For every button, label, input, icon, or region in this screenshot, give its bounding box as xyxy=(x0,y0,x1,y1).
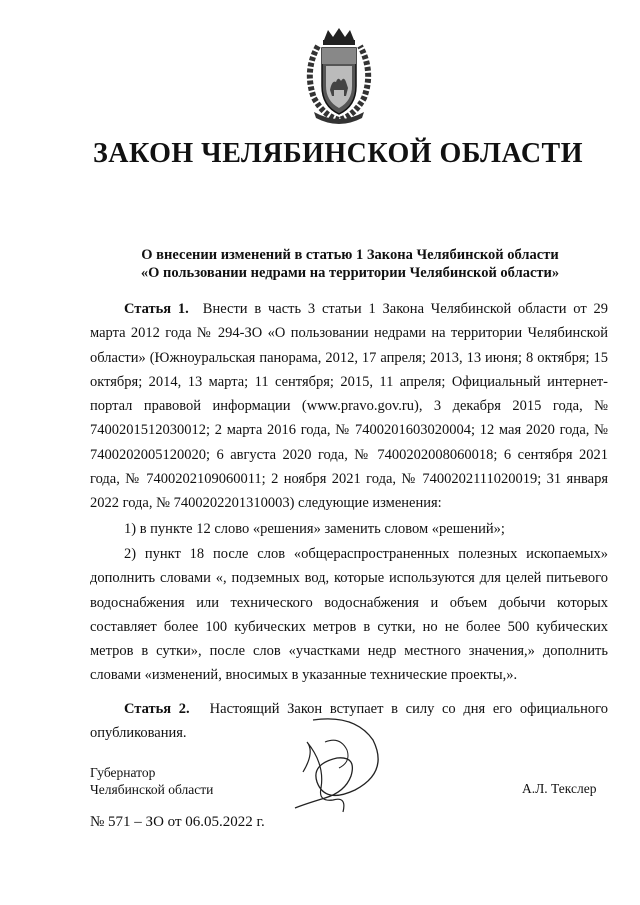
article-2-text: Настоящий Закон вступает в силу со дня его официального опубликования. xyxy=(90,701,608,741)
law-title: ЗАКОН ЧЕЛЯБИНСКОЙ ОБЛАСТИ xyxy=(92,138,584,169)
article-1-text: Внести в часть 3 статьи 1 Закона Челябинской области от 29 марта 2012 года № 294-ЗО «О пользовании недрами на территории Челябинской области» (Южноуральская панорама, 2012, 17 апреля; 2013, 13 июня; 8 октября; 15 октября; 2014, 13 марта; 11 сентября; 2015, 11 апреля; Официальный интернет-портал правовой информации (www.pravo.gov.ru), 3 декабря 2015 года, № 7400201512030012; 2 марта 2016 года, № 7400201603020004; 12 мая 2020 года, № 7400202005120020; 6 августа 2020 года, № 7400202008060018; 6 сентября 2021 года, № 7400202109060011; 2 ноября 2021 года, № 7400202111020019; 31 января 2022 года, № 7400202201310003) следующие изменения: xyxy=(90,301,608,512)
registration-number: № 571 – ЗО от 06.05.2022 г. xyxy=(90,814,265,830)
article-1-label: Статья 1. xyxy=(124,301,189,317)
law-subtitle xyxy=(80,246,620,282)
signature-image xyxy=(285,712,395,816)
signer-title xyxy=(90,764,213,798)
article-1-item-2: 2) пункт 18 после слов «общераспространенных полезных ископаемых» дополнить словами «, подземных вод, которые используются для целей питьевого водоснабжения или технического водоснабжения и объем добычи которых составляет более 100 кубических метров в сутки, но не более 500 кубических метров в сутки», после слов «участками недр местного значения,» дополнить словами «изменений, вносимых в указанные технические проекты,». xyxy=(90,545,608,684)
coat-of-arms-icon xyxy=(296,26,382,126)
signer-title-line-2: Челябинской области xyxy=(90,782,214,797)
subtitle-line-2: «О пользовании недрами на территории Челябинской области» xyxy=(140,265,560,281)
signer-title-line-1: Губернатор xyxy=(90,765,156,780)
subtitle-line-1: О внесении изменений в статью 1 Закона Челябинской области xyxy=(141,247,559,263)
signer-name: А.Л. Текслер xyxy=(522,781,597,796)
article-1-intro xyxy=(90,297,608,516)
article-1-item-1: 1) в пункте 12 слово «решения» заменить словом «решений»; xyxy=(124,520,505,537)
article-1 xyxy=(90,297,608,688)
article-2-label: Статья 2. xyxy=(124,701,190,717)
